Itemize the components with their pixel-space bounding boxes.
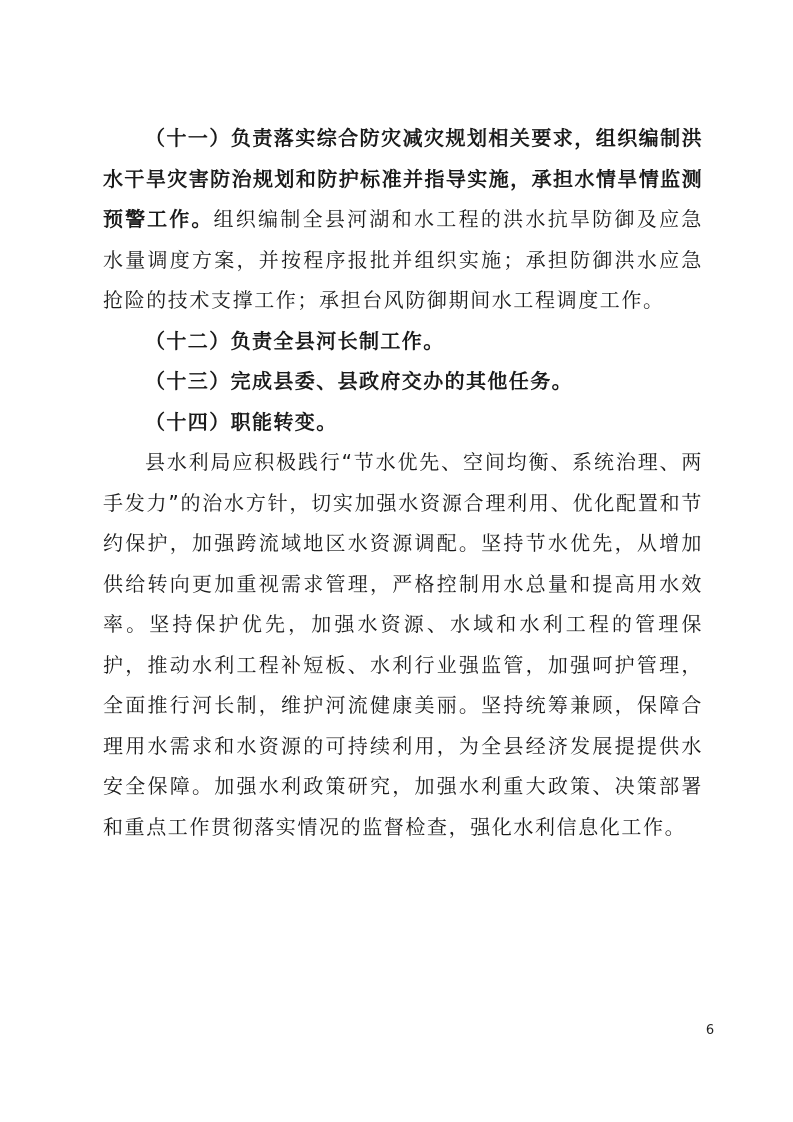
paragraph-thirteen: （十三）完成县委、县政府交办的其他任务。 bbox=[145, 369, 573, 393]
page-number: 6 bbox=[705, 1023, 715, 1038]
paragraph-eleven bbox=[103, 118, 703, 321]
document-body bbox=[103, 118, 703, 847]
paragraph-eleven-body: 组织编制全县河湖和水工程的洪水抗旱防御及应急水量调度方案，并按程序报批并组织实施；承担防御洪水应急抢险的技术支撑工作；承担台风防御期间水工程调度工作。 bbox=[103, 207, 704, 312]
paragraph-fourteen: （十四）职能转变。 bbox=[145, 409, 338, 434]
function-transformation-body: 县水利局应积极践行“节水优先、空间均衡、系统治理、两手发力”的治水方针，切实加强水资源合理利用、优化配置和节约保护，加强跨流域地区水资源调配。坚持节水优先，从增加供给转向更加重视需求管理，严格控制用水总量和提高用水效率。坚持保护优先，加强水资源、水域和水利工程的管理保护，推动水利工程补短板、水利行业强监管，加强呵护管理，全面推行河长制，维护河流健康美丽。坚持统筹兼顾，保障合理用水需求和水资源的可持续利用，为全县经济发展提提供水安全保障。加强水利政策研究，加强水利重大政策、决策部署和重点工作贯彻落实情况的监督检查，强化水利信息化工作。 bbox=[103, 450, 703, 839]
paragraph-twelve: （十二）负责全县河长制工作。 bbox=[145, 328, 445, 353]
paragraph-eleven-heading: （十一）负责落实综合防灾减灾规划相关要求，组织编制洪水干旱灾害防治规划和防护标准并指导实施，承担水情旱情监测预警工作。 bbox=[103, 126, 703, 231]
